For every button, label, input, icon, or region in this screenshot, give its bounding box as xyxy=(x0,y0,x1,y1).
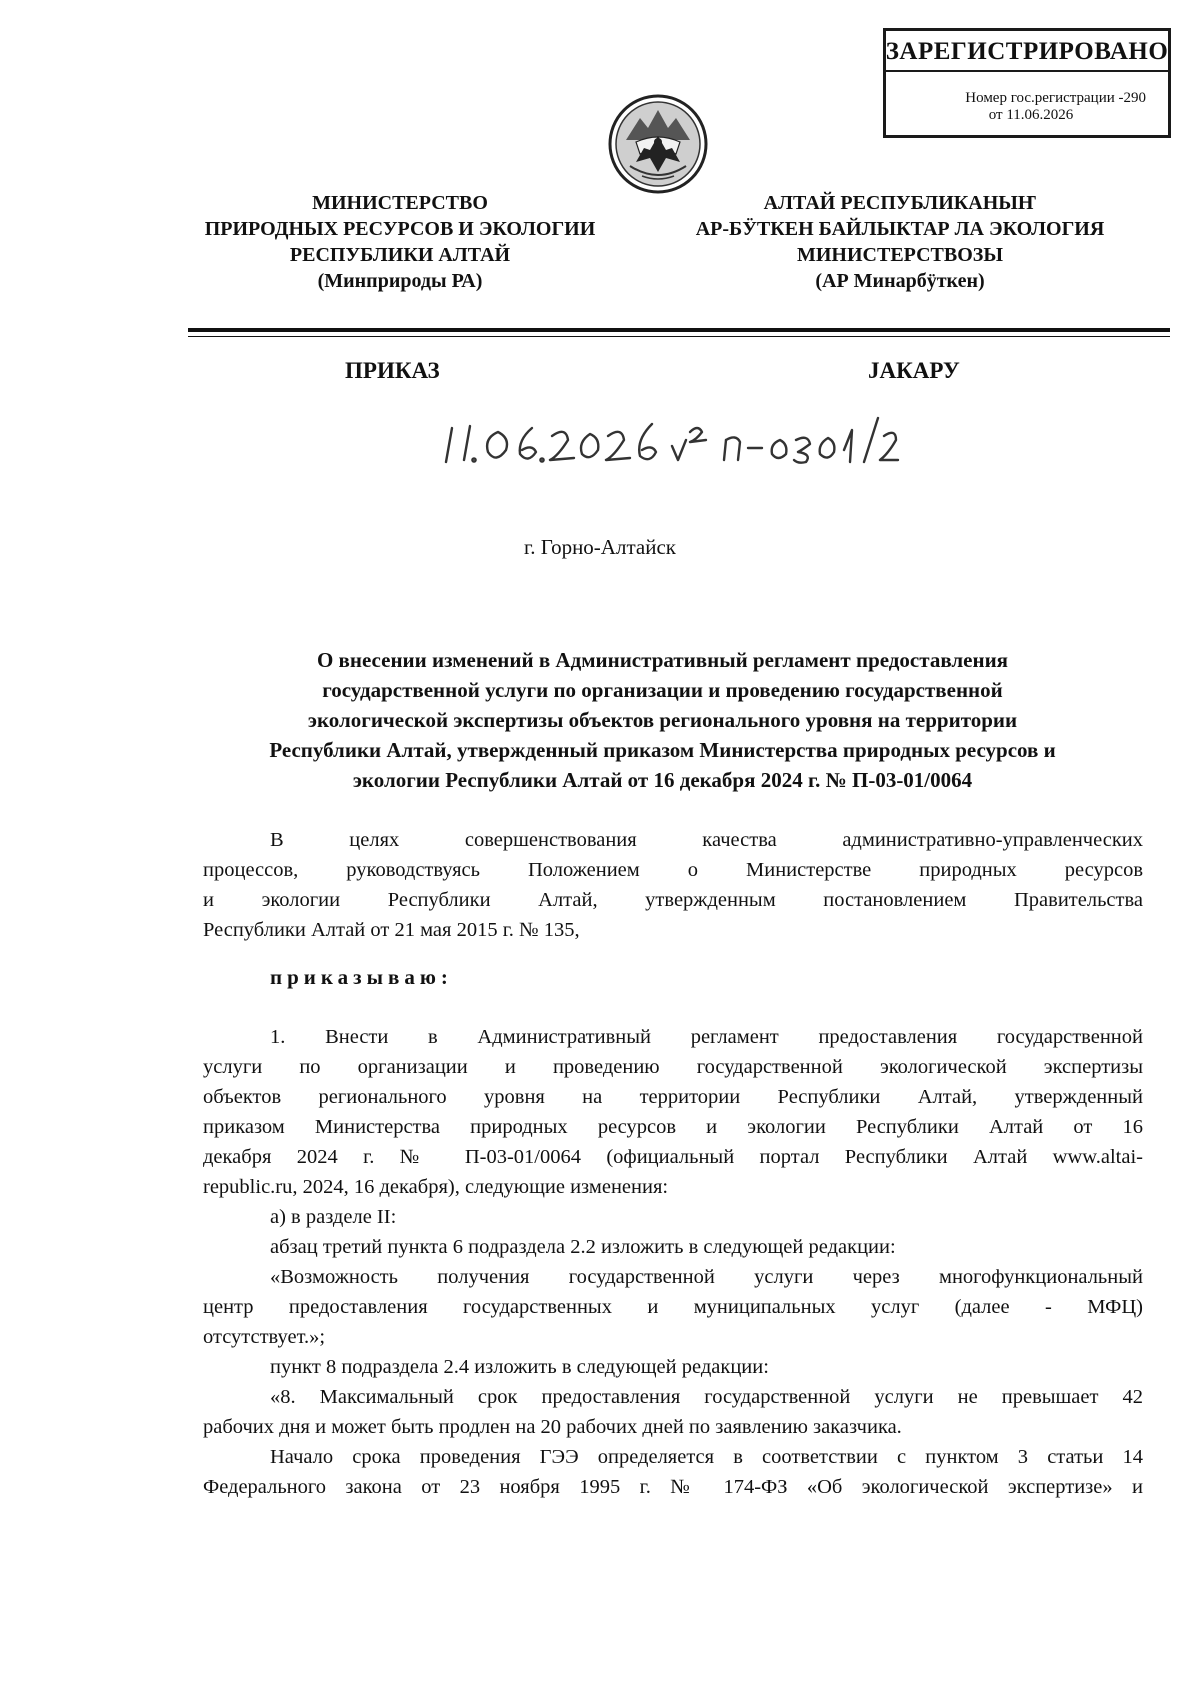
body-line: центр предоставления государственных и муниципальных услуг (далее - МФЦ) xyxy=(203,1296,1143,1318)
order-body xyxy=(203,1022,1143,1502)
title-line: Республики Алтай, утвержденный приказом Министерства природных ресурсов и xyxy=(269,738,1056,762)
stamp-reg-date: от 11.06.2026 xyxy=(988,107,1074,123)
order-label-ru: ПРИКАЗ xyxy=(345,358,440,383)
title-line: О внесении изменений в Административный регламент предоставления xyxy=(316,648,1009,672)
ministry-ru-line2: ПРИРОДНЫХ РЕСУРСОВ И ЭКОЛОГИИ xyxy=(204,218,596,240)
ministry-ru-line3: РЕСПУБЛИКИ АЛТАЙ xyxy=(289,244,511,266)
republic-emblem-icon xyxy=(606,92,710,196)
body-line: пункт 8 подраздела 2.4 изложить в следующей редакции: xyxy=(270,1356,769,1378)
body-line: «Возможность получения государственной услуги через многофункциональный xyxy=(270,1266,1143,1288)
title-line: экологической экспертизы объектов регионального уровня на территории xyxy=(307,708,1018,732)
body-line: отсутствует.»; xyxy=(203,1326,326,1348)
header-divider-thick xyxy=(188,328,1170,332)
body-line: Начало срока проведения ГЭЭ определяется в соответствии с пунктом 3 статьи 14 xyxy=(270,1446,1143,1468)
ministry-ru-abbr: (Минприроды РА) xyxy=(317,270,483,292)
body-line: republic.ru, 2024, 16 декабря), следующие изменения: xyxy=(203,1176,669,1198)
ministry-header-altai xyxy=(680,190,1120,294)
body-line: рабочих дня и может быть продлен на 20 рабочих дней по заявлению заказчика. xyxy=(203,1416,902,1438)
document-title xyxy=(200,645,1125,795)
preamble-line: и экологии Республики Алтай, утвержденным постановлением Правительства xyxy=(203,889,1143,911)
body-line: услуги по организации и проведению государственной экологической экспертизы xyxy=(203,1056,1143,1078)
ministry-header-russian xyxy=(190,190,610,294)
body-line: объектов регионального уровня на территории Республики Алтай, утвержденный xyxy=(203,1086,1143,1108)
body-line: 1. Внести в Административный регламент предоставления государственной xyxy=(270,1026,1143,1048)
preamble-line: Республики Алтай от 21 мая 2015 г. № 135, xyxy=(203,919,580,941)
body-line: абзац третий пункта 6 подраздела 2.2 изложить в следующей редакции: xyxy=(270,1236,896,1258)
handwritten-order-number xyxy=(440,410,900,472)
order-directive: приказываю: xyxy=(270,965,453,989)
body-line: декабря 2024 г. № П-03-01/0064 (официальный портал Республики Алтай www.altai- xyxy=(203,1146,1143,1168)
body-line: а) в разделе II: xyxy=(270,1206,397,1228)
city-line: г. Горно-Алтайск xyxy=(524,535,676,559)
registration-stamp xyxy=(883,28,1171,138)
title-line: государственной услуги по организации и проведению государственной xyxy=(322,678,1003,702)
ministry-alt-line3: МИНИСТЕРСТВОЗЫ xyxy=(796,244,1003,266)
header-divider-thin xyxy=(188,336,1170,337)
stamp-reg-number: Номер гос.регистрации -290 xyxy=(965,90,1146,106)
stamp-title: ЗАРЕГИСТРИРОВАНО xyxy=(883,38,1171,72)
preamble-line: процессов, руководствуясь Положением о Министерстве природных ресурсов xyxy=(203,859,1143,881)
ministry-ru-line1: МИНИСТЕРСТВО xyxy=(312,192,488,214)
body-line: Федерального закона от 23 ноября 1995 г. № 174-ФЗ «Об экологической экспертизе» и xyxy=(203,1476,1143,1498)
body-line: «8. Максимальный срок предоставления государственной услуги не превышает 42 xyxy=(270,1386,1143,1408)
body-line: приказом Министерства природных ресурсов и экологии Республики Алтай от 16 xyxy=(203,1116,1143,1138)
ministry-alt-abbr: (АР Минарбӱткен) xyxy=(815,270,985,292)
preamble-paragraph xyxy=(203,825,1143,945)
ministry-alt-line1: АЛТАЙ РЕСПУБЛИКАНЫҤ xyxy=(763,192,1037,214)
preamble-line: В целях совершенствования качества административно-управленческих xyxy=(270,829,1143,851)
ministry-alt-line2: АР-БӰТКЕН БАЙЛЫКТАР ЛА ЭКОЛОГИЯ xyxy=(695,218,1105,240)
title-line: экологии Республики Алтай от 16 декабря 2024 г. № П-03-01/0064 xyxy=(352,768,973,792)
order-label-alt: ЈАКАРУ xyxy=(868,358,960,383)
